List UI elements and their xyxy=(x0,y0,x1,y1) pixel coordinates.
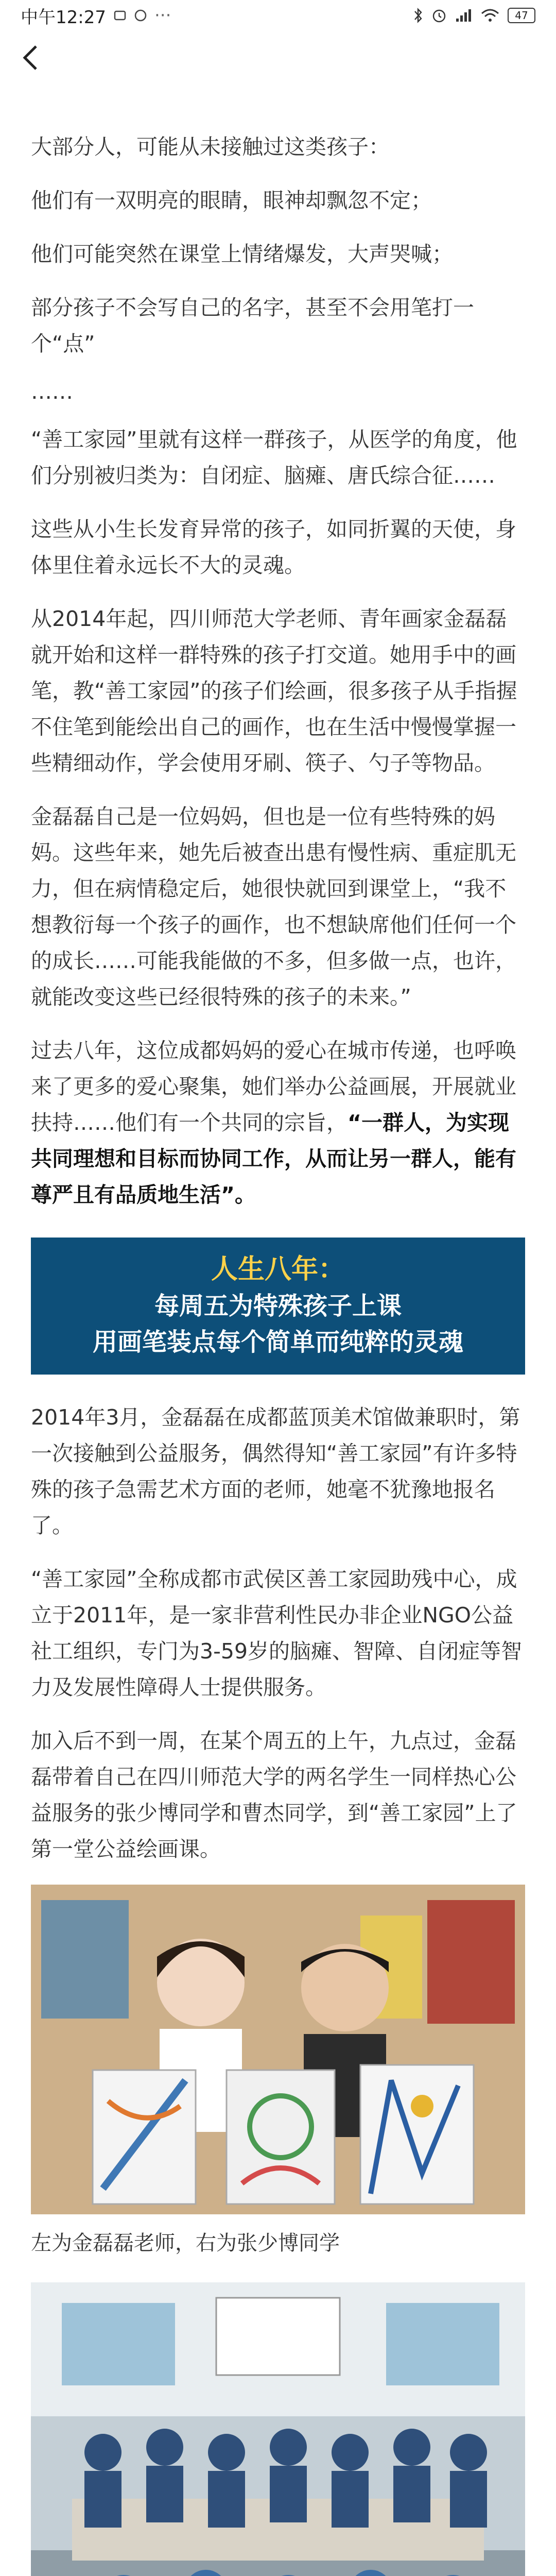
battery-icon xyxy=(508,8,535,23)
paragraph: 这些从小生长发育异常的孩子，如同折翼的天使，身体里住着永远长不大的灵魂。 xyxy=(31,517,516,578)
more-dots-icon: ··· xyxy=(154,5,171,26)
paragraph: 大部分人，可能从未接触过这类孩子： xyxy=(31,134,390,159)
banner-line-3: 用画笔装点每个简单而纯粹的灵魂 xyxy=(92,1328,463,1357)
banner-line-2: 每周五为特殊孩子上课 xyxy=(154,1292,402,1320)
photo-classroom[interactable] xyxy=(31,2282,525,2576)
alarm-icon xyxy=(431,8,447,23)
status-bar xyxy=(0,0,556,31)
signal-icon xyxy=(455,8,473,23)
paragraph: 加入后不到一周，在某个周五的上午，九点过，金磊磊带着自己在四川师范大学的两名学生一同样热心公益服务的张少博同学和曹杰同学，到“善工家园”上了第一堂公益绘画课。 xyxy=(31,1728,517,1861)
nav-bar xyxy=(0,31,556,88)
chevron-left-icon xyxy=(21,43,41,72)
banner-line-1: 人生八年： xyxy=(211,1254,345,1285)
photo-caption: 左为金磊磊老师，右为张少博同学 xyxy=(31,2231,340,2255)
paragraph: “善工家园”全称成都市武侯区善工家园助残中心，成立于2011年，是一家非营利性民办非企业NGO公益社工组织，专门为3-59岁的脑瘫、智障、自闭症等智力及发展性障碍人士提供服务。 xyxy=(31,1567,523,1700)
paragraph: 金磊磊自己是一位妈妈，但也是一位有些特殊的妈妈。这些年来，她先后被查出患有慢性病、重症肌无力，但在病情稳定后，她很快就回到课堂上，“我不想教衍每一个孩子的画作，也不想缺席他们任何一个的成长……可能我能做的不多，但多做一点，也许，就能改变这些已经很特殊的孩子的未来。” xyxy=(31,804,516,1009)
paragraph: 他们有一双明亮的眼睛，眼神却飘忽不定； xyxy=(31,188,432,213)
article-body xyxy=(31,129,525,2576)
photo-classroom-illustration xyxy=(31,2282,525,2576)
paragraph: 从2014年起，四川师范大学老师、青年画家金磊磊就开始和这样一群特殊的孩子打交道。她用手中的画笔，教“善工家园”的孩子们绘画，很多孩子从手指握不住笔到能绘出自己的画作，也在生活中慢慢掌握一些精细动作，学会使用牙刷、筷子、勺子等物品。 xyxy=(31,606,517,775)
paragraph: “善工家园”里就有这样一群孩子，从医学的角度，他们分别被归类为：自闭症、脑瘫、唐氏综合征…… xyxy=(31,427,517,488)
paragraph-with-bold xyxy=(31,1032,525,1213)
bluetooth-icon xyxy=(413,7,423,24)
back-button[interactable] xyxy=(21,41,41,78)
photo-teacher-student[interactable] xyxy=(31,1885,525,2214)
ellipsis: …… xyxy=(31,379,73,404)
paragraph-lead: 过去八年，这位成都妈妈的爱心在城市传递，也呼唤来了更多的爱心聚集，她们举办公益画展，开展就业扶持……他们有一个共同的宗旨， xyxy=(31,1038,516,1135)
paragraph: 他们可能突然在课堂上情绪爆发，大声哭喊； xyxy=(31,242,453,266)
paragraph: 部分孩子不会写自己的名字，甚至不会用笔打一个“点” xyxy=(31,295,474,356)
app-icon xyxy=(134,9,147,22)
paragraph: 2014年3月，金磊磊在成都蓝顶美术馆做兼职时，第一次接触到公益服务，偶然得知“善工家园”有许多特殊的孩子急需艺术方面的老师，她毫不犹豫地报名了。 xyxy=(31,1405,520,1538)
battery-level: 47 xyxy=(515,9,528,22)
notification-icon xyxy=(113,9,127,22)
photo-teacher-student-illustration xyxy=(31,1885,525,2214)
paragraph-bold-quote: “一群人，为实现共同理想和目标而协同工作，从而让另一群人，能有尊严且有品质地生活”。 xyxy=(31,1110,516,1207)
section-banner xyxy=(31,1238,525,1375)
status-time: 中午12:27 xyxy=(21,7,106,28)
wifi-icon xyxy=(481,8,499,23)
